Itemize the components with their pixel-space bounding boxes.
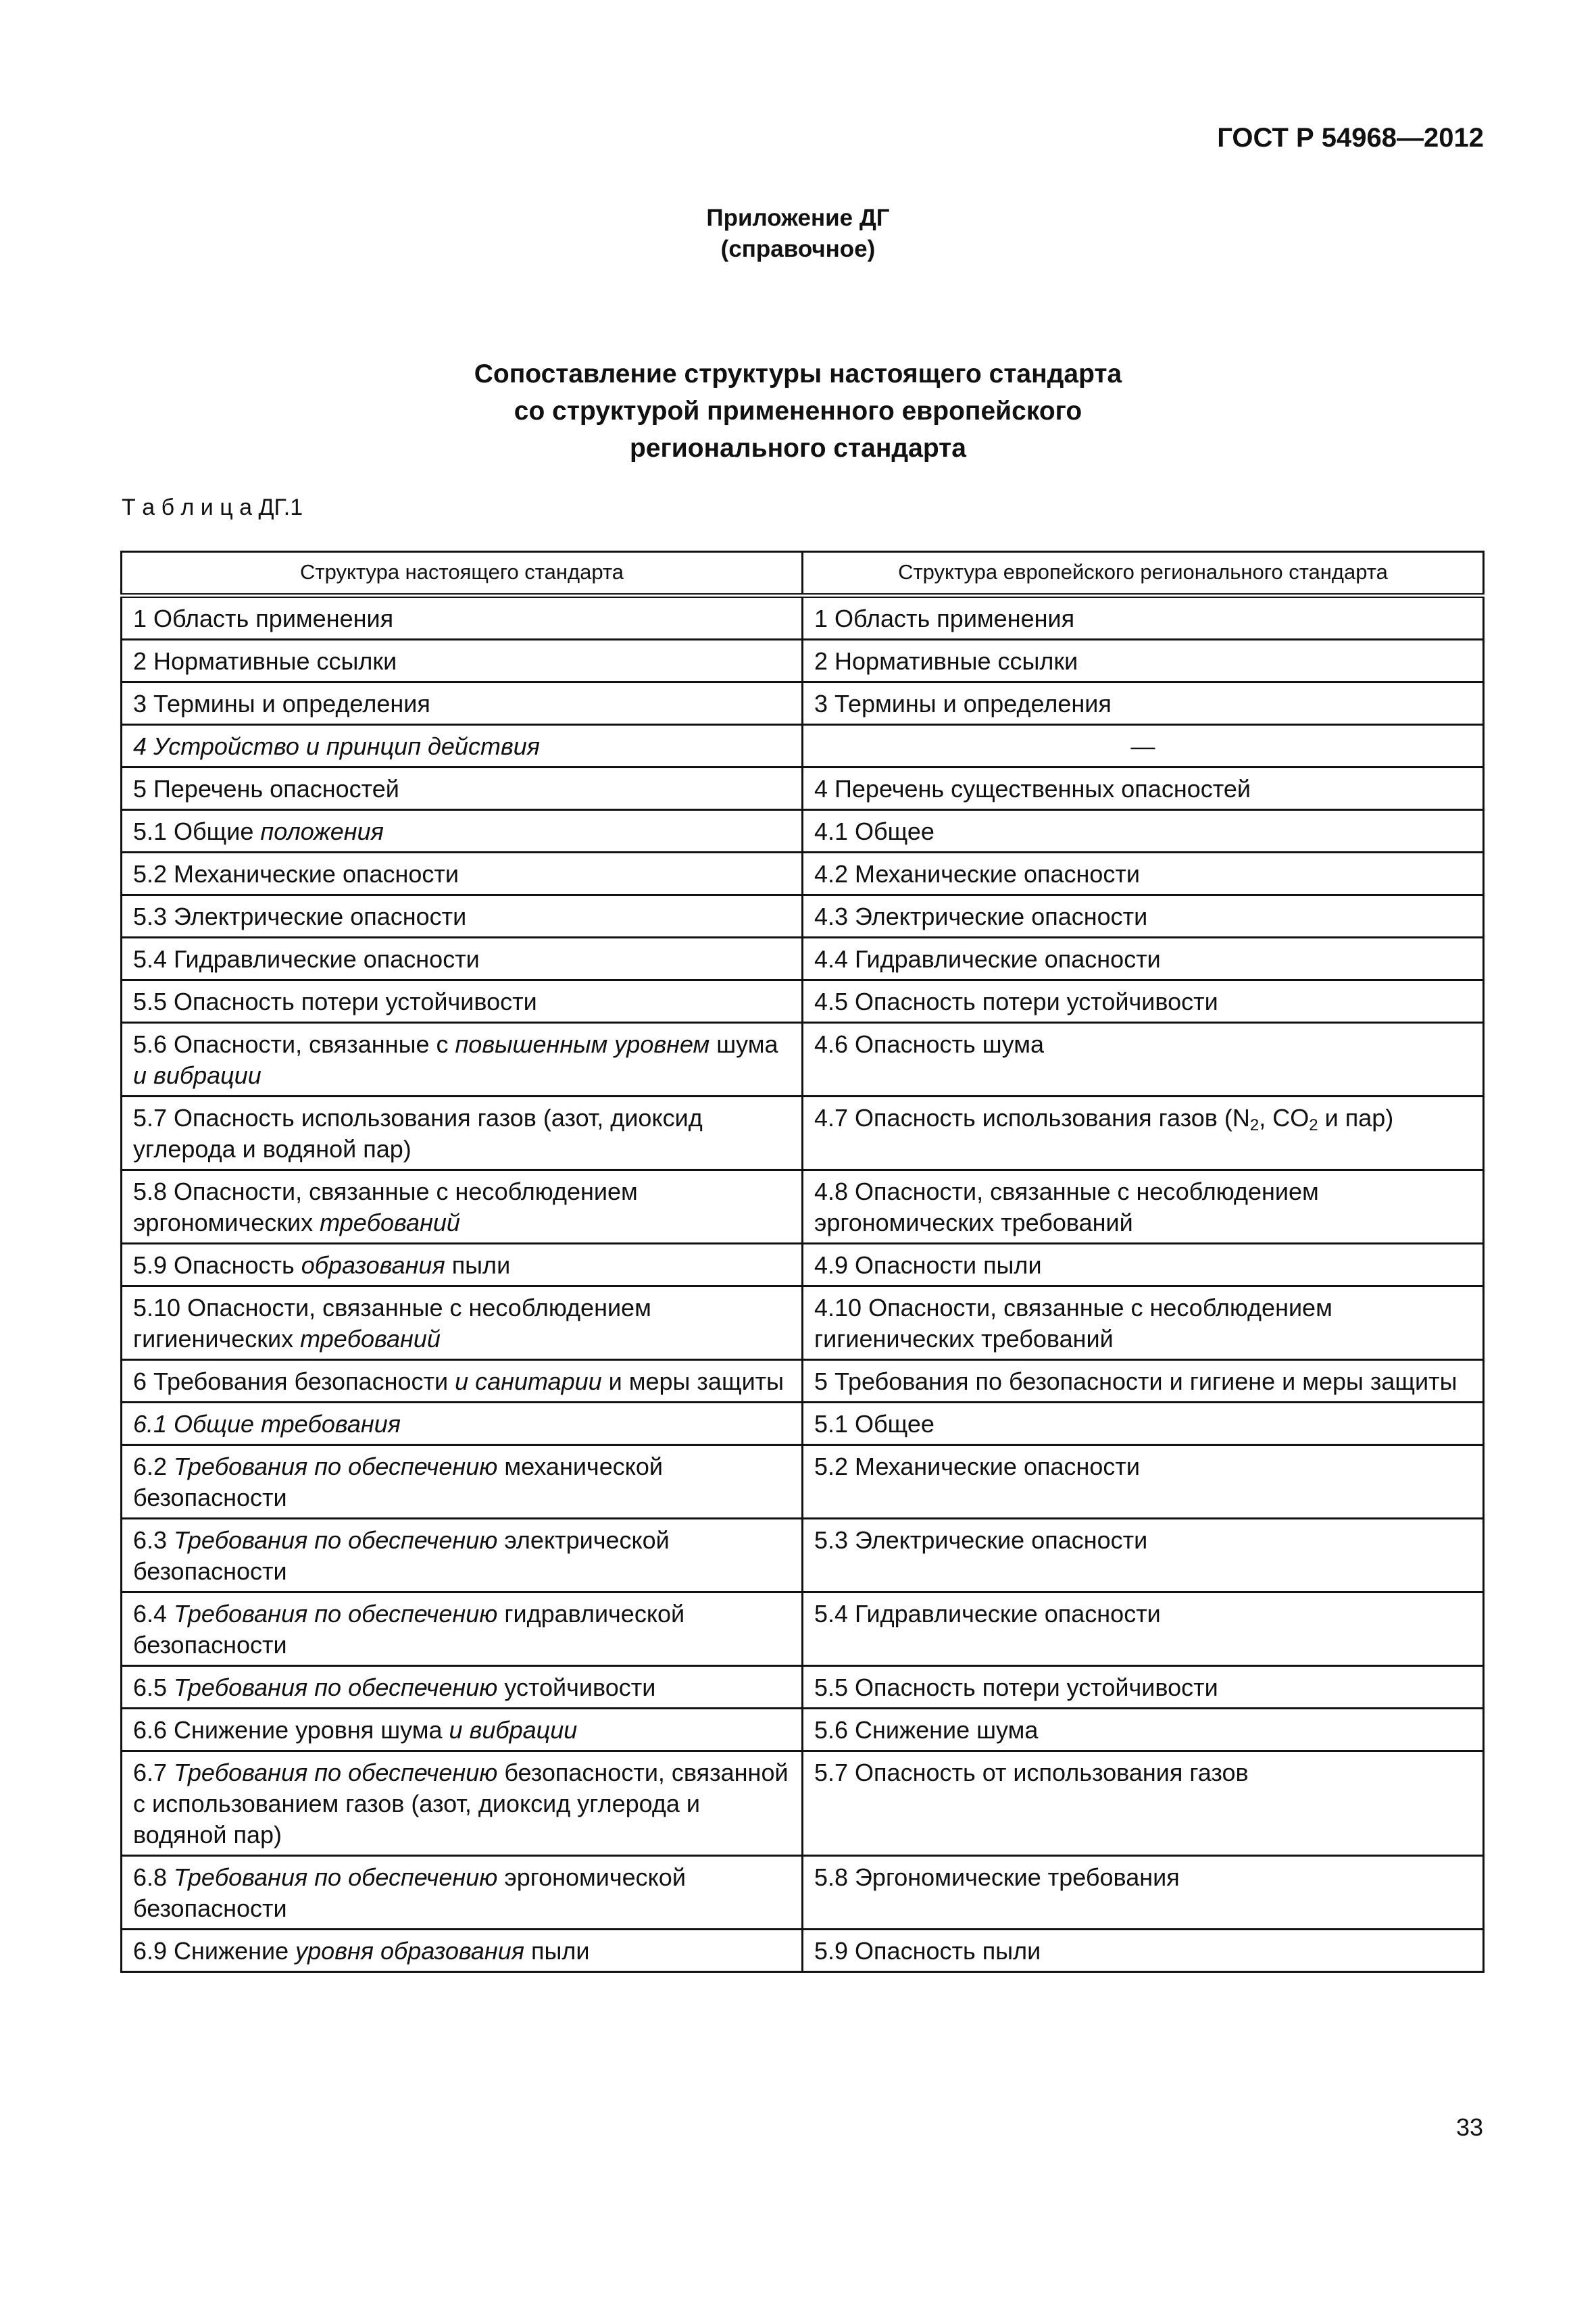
cell-text: 6.7 Требования по обеспечению безопасности, связанной с использованием газов (азот, диоксид углерода и водяной пар) [133,1759,789,1848]
cell-text: 3 Термины и определения [133,690,430,718]
cell-text: 6.3 Требования по обеспечению электрической безопасности [133,1526,670,1585]
table-row [122,1930,1484,1972]
cell-text: 5.4 Гидравлические опасности [814,1600,1161,1628]
cell-text: 6.9 Снижение уровня образования пыли [133,1937,590,1965]
cell-text: 4.1 Общее [814,818,934,845]
cell-european-standard [803,1666,1484,1709]
table-header-row [122,552,1484,596]
cell-text: 6.1 Общие требования [133,1410,401,1438]
cell-text: 5.1 Общее [814,1410,934,1438]
cell-text: 5.8 Эргономические требования [814,1863,1180,1891]
cell-text: 5.6 Опасности, связанные с повышенным уровнем шума и вибрации [133,1030,778,1089]
table-row [122,980,1484,1023]
cell-current-standard [122,938,803,980]
table-row [122,1244,1484,1286]
table-row [122,768,1484,810]
table-row [122,1023,1484,1097]
cell-european-standard [803,1170,1484,1244]
table-row [122,1360,1484,1403]
cell-text: 5.4 Гидравлические опасности [133,945,480,973]
cell-european-standard [803,1286,1484,1360]
cell-text: — [1130,732,1155,760]
cell-european-standard [803,1403,1484,1445]
cell-text: 4 Устройство и принцип действия [133,732,540,760]
cell-current-standard [122,640,803,682]
cell-text: 5.3 Электрические опасности [133,903,467,930]
cell-current-standard [122,1930,803,1972]
cell-european-standard [803,725,1484,768]
page-number: 33 [1455,2113,1483,2141]
cell-current-standard [122,682,803,725]
cell-current-standard [122,1592,803,1666]
cell-text: 5.6 Снижение шума [814,1716,1039,1744]
cell-european-standard [803,1709,1484,1751]
cell-current-standard [122,1403,803,1445]
table-row [122,1519,1484,1592]
cell-current-standard [122,768,803,810]
comparison-table [120,551,1485,1973]
cell-text: 2 Нормативные ссылки [133,647,397,675]
cell-current-standard [122,725,803,768]
cell-text: 4.6 Опасность шума [814,1030,1044,1058]
table-row [122,1403,1484,1445]
cell-text: 4.3 Электрические опасности [814,903,1148,930]
cell-text: 6 Требования безопасности и санитарии и меры защиты [133,1367,784,1395]
table-row [122,725,1484,768]
title-line-2: со структурой примененного европейского [514,397,1082,426]
cell-current-standard [122,1519,803,1592]
cell-european-standard [803,1930,1484,1972]
cell-text: 5.9 Опасность пыли [814,1937,1041,1965]
cell-text: 4.8 Опасности, связанные с несоблюдением эргономических требований [814,1178,1319,1236]
cell-text: 4 Перечень существенных опасностей [814,775,1251,803]
column-header-european: Структура европейского регионального стандарта [803,552,1484,596]
table-row [122,895,1484,938]
cell-current-standard [122,810,803,853]
column-header-current: Структура настоящего стандарта [122,552,803,596]
cell-current-standard [122,1751,803,1856]
cell-text: 5 Перечень опасностей [133,775,399,803]
cell-text: 5 Требования по безопасности и гигиене и меры защиты [814,1367,1457,1395]
cell-european-standard [803,1856,1484,1930]
cell-text: 4.5 Опасность потери устойчивости [814,988,1218,1015]
table-row [122,1097,1484,1170]
appendix-heading [0,203,1596,265]
cell-current-standard [122,1445,803,1519]
cell-text: 5.7 Опасность использования газов (азот, диоксид углерода и водяной пар) [133,1104,703,1163]
cell-text: 4.7 Опасность использования газов ($N_2$, $CO_2$ и пар) [814,1104,1394,1134]
cell-european-standard [803,853,1484,895]
table-row [122,1856,1484,1930]
section-title [0,355,1596,467]
table-row [122,1709,1484,1751]
table-row [122,640,1484,682]
cell-current-standard [122,1360,803,1403]
cell-text: 5.5 Опасность потери устойчивости [814,1674,1218,1701]
cell-current-standard [122,1244,803,1286]
cell-current-standard [122,1856,803,1930]
table-row [122,682,1484,725]
cell-text: 5.1 Общие положения [133,818,384,845]
cell-european-standard [803,810,1484,853]
cell-european-standard [803,1097,1484,1170]
cell-current-standard [122,1286,803,1360]
cell-european-standard [803,980,1484,1023]
title-line-1: Сопоставление структуры настоящего стандарта [474,359,1122,388]
cell-european-standard [803,596,1484,640]
cell-text: 1 Область применения [814,605,1075,632]
cell-text: 5.8 Опасности, связанные с несоблюдением эргономических требований [133,1178,638,1236]
cell-current-standard [122,1709,803,1751]
cell-text: 4.2 Механические опасности [814,860,1140,888]
cell-text: 2 Нормативные ссылки [814,647,1078,675]
appendix-subtitle: (справочное) [720,236,876,262]
cell-european-standard [803,682,1484,725]
document-code: ГОСТ Р 54968—2012 [1217,123,1484,153]
cell-text: 6.4 Требования по обеспечению гидравлической безопасности [133,1600,685,1659]
cell-european-standard [803,768,1484,810]
cell-current-standard [122,1666,803,1709]
cell-european-standard [803,1592,1484,1666]
table-row [122,938,1484,980]
table-body [122,596,1484,1972]
cell-european-standard [803,895,1484,938]
appendix-title: Приложение ДГ [706,205,890,231]
cell-european-standard [803,938,1484,980]
table-row [122,1751,1484,1856]
cell-european-standard [803,1445,1484,1519]
cell-current-standard [122,1023,803,1097]
cell-current-standard [122,895,803,938]
cell-text: 4.10 Опасности, связанные с несоблюдением гигиенических требований [814,1294,1332,1353]
cell-current-standard [122,1097,803,1170]
table-row [122,810,1484,853]
cell-text: 5.7 Опасность от использования газов [814,1759,1249,1786]
cell-current-standard [122,853,803,895]
table-row [122,853,1484,895]
cell-text: 5.5 Опасность потери устойчивости [133,988,537,1015]
table-caption: Т а б л и ц а ДГ.1 [122,495,303,520]
cell-text: 6.2 Требования по обеспечению механической безопасности [133,1453,663,1511]
table-row [122,1592,1484,1666]
cell-european-standard [803,1023,1484,1097]
cell-european-standard [803,640,1484,682]
cell-text: 6.5 Требования по обеспечению устойчивости [133,1674,656,1701]
cell-text: 4.4 Гидравлические опасности [814,945,1161,973]
cell-european-standard [803,1360,1484,1403]
cell-text: 5.2 Механические опасности [133,860,459,888]
title-line-3: регионального стандарта [630,434,966,463]
table-row [122,596,1484,640]
cell-text: 5.9 Опасность образования пыли [133,1251,511,1279]
table-row [122,1445,1484,1519]
table-row [122,1666,1484,1709]
cell-text: 5.2 Механические опасности [814,1453,1140,1480]
cell-text: 5.10 Опасности, связанные с несоблюдением гигиенических требований [133,1294,651,1353]
table-row [122,1286,1484,1360]
cell-text: 6.8 Требования по обеспечению эргономической безопасности [133,1863,686,1922]
cell-text: 5.3 Электрические опасности [814,1526,1148,1554]
cell-text: 1 Область применения [133,605,394,632]
cell-current-standard [122,596,803,640]
cell-current-standard [122,980,803,1023]
cell-european-standard [803,1519,1484,1592]
cell-european-standard [803,1751,1484,1856]
cell-current-standard [122,1170,803,1244]
cell-text: 6.6 Снижение уровня шума и вибрации [133,1716,578,1744]
table-row [122,1170,1484,1244]
cell-text: 4.9 Опасности пыли [814,1251,1042,1279]
cell-text: 3 Термины и определения [814,690,1112,718]
cell-european-standard [803,1244,1484,1286]
